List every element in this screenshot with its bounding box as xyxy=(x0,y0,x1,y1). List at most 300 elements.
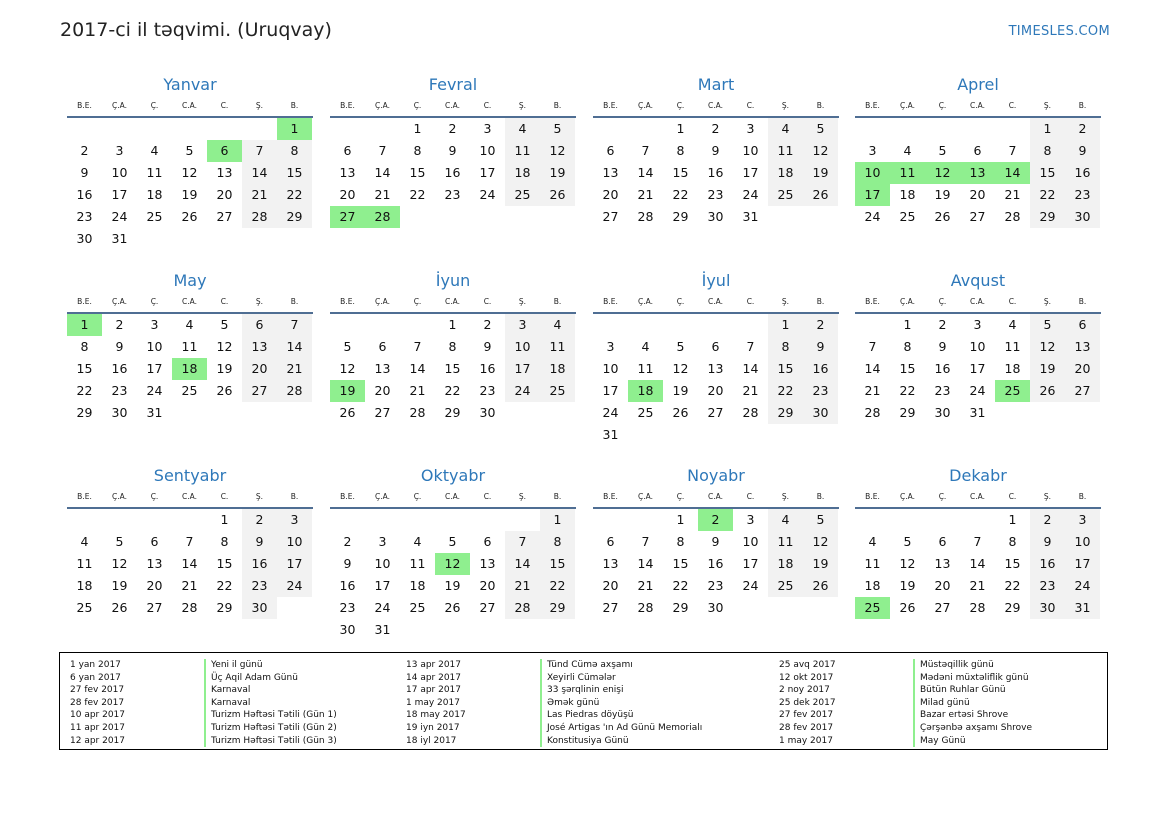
day-cell[interactable]: 9 xyxy=(115,339,124,354)
day-cell[interactable]: 20 xyxy=(479,578,496,593)
day-cell[interactable]: 24 xyxy=(1065,575,1100,597)
day-cell[interactable]: 16 xyxy=(707,165,724,180)
day-cell[interactable]: 13 xyxy=(242,336,277,358)
day-cell[interactable]: 23 xyxy=(707,578,724,593)
day-cell[interactable]: 25 xyxy=(181,383,198,398)
day-cell[interactable]: 16 xyxy=(934,361,951,376)
day-cell[interactable]: 24 xyxy=(602,405,619,420)
holiday-day-cell[interactable]: 19 xyxy=(330,380,365,402)
holiday-day-cell[interactable]: 10 xyxy=(855,162,890,184)
day-cell[interactable]: 11 xyxy=(181,339,198,354)
day-cell[interactable]: 6 xyxy=(711,339,720,354)
day-cell[interactable]: 4 xyxy=(768,509,803,531)
day-cell[interactable]: 10 xyxy=(479,143,496,158)
day-cell[interactable]: 18 xyxy=(864,578,881,593)
day-cell[interactable]: 14 xyxy=(409,361,426,376)
day-cell[interactable]: 31 xyxy=(602,427,619,442)
day-cell[interactable]: 29 xyxy=(672,600,689,615)
holiday-day-cell[interactable]: 13 xyxy=(960,162,995,184)
day-cell[interactable]: 29 xyxy=(768,402,803,424)
day-cell[interactable]: 14 xyxy=(374,165,391,180)
day-cell[interactable]: 15 xyxy=(409,165,426,180)
day-cell[interactable]: 5 xyxy=(803,118,838,140)
day-cell[interactable]: 22 xyxy=(540,575,575,597)
day-cell[interactable]: 15 xyxy=(277,162,312,184)
day-cell[interactable]: 16 xyxy=(1030,553,1065,575)
day-cell[interactable]: 17 xyxy=(505,358,540,380)
day-cell[interactable]: 3 xyxy=(606,339,615,354)
holiday-day-cell[interactable]: 25 xyxy=(855,597,890,619)
day-cell[interactable]: 31 xyxy=(374,622,391,637)
day-cell[interactable]: 9 xyxy=(242,531,277,553)
day-cell[interactable]: 12 xyxy=(540,140,575,162)
day-cell[interactable]: 30 xyxy=(1065,206,1100,228)
day-cell[interactable]: 24 xyxy=(742,578,759,593)
day-cell[interactable]: 4 xyxy=(1008,317,1017,332)
day-cell[interactable]: 18 xyxy=(146,187,163,202)
day-cell[interactable]: 29 xyxy=(1004,600,1021,615)
day-cell[interactable]: 12 xyxy=(672,361,689,376)
day-cell[interactable]: 23 xyxy=(339,600,356,615)
day-cell[interactable]: 30 xyxy=(111,405,128,420)
day-cell[interactable]: 22 xyxy=(672,578,689,593)
day-cell[interactable]: 31 xyxy=(742,209,759,224)
day-cell[interactable]: 28 xyxy=(969,600,986,615)
day-cell[interactable]: 25 xyxy=(637,405,654,420)
day-cell[interactable]: 17 xyxy=(742,165,759,180)
day-cell[interactable]: 20 xyxy=(969,187,986,202)
day-cell[interactable]: 14 xyxy=(637,165,654,180)
day-cell[interactable]: 14 xyxy=(242,162,277,184)
day-cell[interactable]: 31 xyxy=(969,405,986,420)
day-cell[interactable]: 13 xyxy=(1065,336,1100,358)
day-cell[interactable]: 22 xyxy=(76,383,93,398)
day-cell[interactable]: 22 xyxy=(277,184,312,206)
day-cell[interactable]: 30 xyxy=(707,600,724,615)
day-cell[interactable]: 12 xyxy=(803,140,838,162)
day-cell[interactable]: 2 xyxy=(343,534,352,549)
day-cell[interactable]: 23 xyxy=(707,187,724,202)
day-cell[interactable]: 9 xyxy=(343,556,352,571)
day-cell[interactable]: 5 xyxy=(1030,314,1065,336)
day-cell[interactable]: 24 xyxy=(374,600,391,615)
day-cell[interactable]: 28 xyxy=(637,600,654,615)
day-cell[interactable]: 24 xyxy=(479,187,496,202)
day-cell[interactable]: 31 xyxy=(1065,597,1100,619)
day-cell[interactable]: 14 xyxy=(742,361,759,376)
day-cell[interactable]: 20 xyxy=(146,578,163,593)
day-cell[interactable]: 25 xyxy=(505,184,540,206)
holiday-day-cell[interactable]: 1 xyxy=(67,314,102,336)
day-cell[interactable]: 8 xyxy=(1008,534,1017,549)
day-cell[interactable]: 11 xyxy=(637,361,654,376)
day-cell[interactable]: 25 xyxy=(409,600,426,615)
day-cell[interactable]: 29 xyxy=(277,206,312,228)
day-cell[interactable]: 11 xyxy=(768,140,803,162)
day-cell[interactable]: 7 xyxy=(746,339,755,354)
day-cell[interactable]: 30 xyxy=(803,402,838,424)
day-cell[interactable]: 13 xyxy=(479,556,496,571)
day-cell[interactable]: 6 xyxy=(606,143,615,158)
day-cell[interactable]: 31 xyxy=(146,405,163,420)
day-cell[interactable]: 24 xyxy=(505,380,540,402)
day-cell[interactable]: 6 xyxy=(938,534,947,549)
day-cell[interactable]: 21 xyxy=(1004,187,1021,202)
day-cell[interactable]: 19 xyxy=(803,553,838,575)
day-cell[interactable]: 11 xyxy=(146,165,163,180)
day-cell[interactable]: 15 xyxy=(672,165,689,180)
day-cell[interactable]: 17 xyxy=(1065,553,1100,575)
day-cell[interactable]: 26 xyxy=(672,405,689,420)
holiday-day-cell[interactable]: 12 xyxy=(435,553,470,575)
day-cell[interactable]: 16 xyxy=(1065,162,1100,184)
day-cell[interactable]: 4 xyxy=(768,118,803,140)
day-cell[interactable]: 17 xyxy=(277,553,312,575)
day-cell[interactable]: 7 xyxy=(1008,143,1017,158)
day-cell[interactable]: 7 xyxy=(185,534,194,549)
holiday-day-cell[interactable]: 2 xyxy=(698,509,733,531)
holiday-day-cell[interactable]: 14 xyxy=(995,162,1030,184)
day-cell[interactable]: 5 xyxy=(540,118,575,140)
day-cell[interactable]: 8 xyxy=(676,143,685,158)
day-cell[interactable]: 7 xyxy=(641,534,650,549)
day-cell[interactable]: 11 xyxy=(409,556,426,571)
day-cell[interactable]: 15 xyxy=(672,556,689,571)
day-cell[interactable]: 29 xyxy=(216,600,233,615)
day-cell[interactable]: 30 xyxy=(339,622,356,637)
day-cell[interactable]: 6 xyxy=(378,339,387,354)
day-cell[interactable]: 13 xyxy=(934,556,951,571)
day-cell[interactable]: 8 xyxy=(413,143,422,158)
day-cell[interactable]: 11 xyxy=(864,556,881,571)
day-cell[interactable]: 18 xyxy=(76,578,93,593)
day-cell[interactable]: 24 xyxy=(111,209,128,224)
day-cell[interactable]: 12 xyxy=(803,531,838,553)
day-cell[interactable]: 7 xyxy=(641,143,650,158)
day-cell[interactable]: 14 xyxy=(505,553,540,575)
day-cell[interactable]: 9 xyxy=(803,336,838,358)
day-cell[interactable]: 10 xyxy=(146,339,163,354)
day-cell[interactable]: 20 xyxy=(374,383,391,398)
day-cell[interactable]: 20 xyxy=(934,578,951,593)
day-cell[interactable]: 17 xyxy=(742,556,759,571)
holiday-day-cell[interactable]: 17 xyxy=(855,184,890,206)
day-cell[interactable]: 28 xyxy=(1004,209,1021,224)
day-cell[interactable]: 27 xyxy=(216,209,233,224)
day-cell[interactable]: 19 xyxy=(803,162,838,184)
day-cell[interactable]: 19 xyxy=(934,187,951,202)
day-cell[interactable]: 4 xyxy=(185,317,194,332)
day-cell[interactable]: 27 xyxy=(242,380,277,402)
day-cell[interactable]: 16 xyxy=(339,578,356,593)
day-cell[interactable]: 27 xyxy=(146,600,163,615)
day-cell[interactable]: 24 xyxy=(969,383,986,398)
day-cell[interactable]: 23 xyxy=(1030,575,1065,597)
day-cell[interactable]: 23 xyxy=(934,383,951,398)
day-cell[interactable]: 2 xyxy=(803,314,838,336)
day-cell[interactable]: 28 xyxy=(864,405,881,420)
day-cell[interactable]: 1 xyxy=(768,314,803,336)
day-cell[interactable]: 16 xyxy=(242,553,277,575)
day-cell[interactable]: 7 xyxy=(973,534,982,549)
day-cell[interactable]: 1 xyxy=(1030,118,1065,140)
day-cell[interactable]: 24 xyxy=(864,209,881,224)
day-cell[interactable]: 3 xyxy=(483,121,492,136)
day-cell[interactable]: 27 xyxy=(707,405,724,420)
day-cell[interactable]: 29 xyxy=(540,597,575,619)
day-cell[interactable]: 30 xyxy=(1030,597,1065,619)
site-link[interactable]: TIMESLES.COM xyxy=(1008,24,1110,39)
day-cell[interactable]: 22 xyxy=(768,380,803,402)
day-cell[interactable]: 5 xyxy=(115,534,124,549)
day-cell[interactable]: 26 xyxy=(339,405,356,420)
day-cell[interactable]: 5 xyxy=(803,509,838,531)
day-cell[interactable]: 5 xyxy=(343,339,352,354)
day-cell[interactable]: 15 xyxy=(899,361,916,376)
day-cell[interactable]: 22 xyxy=(1030,184,1065,206)
day-cell[interactable]: 26 xyxy=(803,184,838,206)
day-cell[interactable]: 21 xyxy=(409,383,426,398)
day-cell[interactable]: 21 xyxy=(637,187,654,202)
day-cell[interactable]: 9 xyxy=(938,339,947,354)
holiday-day-cell[interactable]: 18 xyxy=(628,380,663,402)
day-cell[interactable]: 14 xyxy=(277,336,312,358)
day-cell[interactable]: 24 xyxy=(277,575,312,597)
day-cell[interactable]: 23 xyxy=(479,383,496,398)
day-cell[interactable]: 20 xyxy=(339,187,356,202)
day-cell[interactable]: 12 xyxy=(111,556,128,571)
day-cell[interactable]: 30 xyxy=(707,209,724,224)
day-cell[interactable]: 21 xyxy=(181,578,198,593)
day-cell[interactable]: 17 xyxy=(374,578,391,593)
day-cell[interactable]: 25 xyxy=(768,184,803,206)
day-cell[interactable]: 27 xyxy=(1065,380,1100,402)
day-cell[interactable]: 6 xyxy=(242,314,277,336)
day-cell[interactable]: 28 xyxy=(277,380,312,402)
holiday-day-cell[interactable]: 27 xyxy=(330,206,365,228)
day-cell[interactable]: 27 xyxy=(969,209,986,224)
day-cell[interactable]: 26 xyxy=(899,600,916,615)
day-cell[interactable]: 23 xyxy=(242,575,277,597)
day-cell[interactable]: 10 xyxy=(374,556,391,571)
day-cell[interactable]: 3 xyxy=(505,314,540,336)
holiday-day-cell[interactable]: 25 xyxy=(995,380,1030,402)
day-cell[interactable]: 9 xyxy=(483,339,492,354)
holiday-day-cell[interactable]: 1 xyxy=(277,118,312,140)
day-cell[interactable]: 21 xyxy=(864,383,881,398)
day-cell[interactable]: 16 xyxy=(707,556,724,571)
day-cell[interactable]: 18 xyxy=(768,162,803,184)
day-cell[interactable]: 2 xyxy=(80,143,89,158)
day-cell[interactable]: 3 xyxy=(150,317,159,332)
day-cell[interactable]: 23 xyxy=(1065,184,1100,206)
day-cell[interactable]: 6 xyxy=(1065,314,1100,336)
day-cell[interactable]: 14 xyxy=(969,556,986,571)
day-cell[interactable]: 23 xyxy=(76,209,93,224)
day-cell[interactable]: 26 xyxy=(803,575,838,597)
day-cell[interactable]: 14 xyxy=(181,556,198,571)
day-cell[interactable]: 11 xyxy=(540,336,575,358)
day-cell[interactable]: 26 xyxy=(111,600,128,615)
day-cell[interactable]: 6 xyxy=(973,143,982,158)
day-cell[interactable]: 27 xyxy=(602,209,619,224)
day-cell[interactable]: 9 xyxy=(80,165,89,180)
day-cell[interactable]: 11 xyxy=(1004,339,1021,354)
day-cell[interactable]: 25 xyxy=(146,209,163,224)
day-cell[interactable]: 20 xyxy=(1065,358,1100,380)
day-cell[interactable]: 6 xyxy=(606,534,615,549)
day-cell[interactable]: 9 xyxy=(448,143,457,158)
day-cell[interactable]: 28 xyxy=(242,206,277,228)
day-cell[interactable]: 1 xyxy=(676,121,685,136)
day-cell[interactable]: 22 xyxy=(672,187,689,202)
day-cell[interactable]: 29 xyxy=(76,405,93,420)
day-cell[interactable]: 19 xyxy=(216,361,233,376)
day-cell[interactable]: 15 xyxy=(216,556,233,571)
day-cell[interactable]: 26 xyxy=(216,383,233,398)
day-cell[interactable]: 17 xyxy=(111,187,128,202)
day-cell[interactable]: 29 xyxy=(444,405,461,420)
day-cell[interactable]: 16 xyxy=(479,361,496,376)
day-cell[interactable]: 3 xyxy=(115,143,124,158)
day-cell[interactable]: 1 xyxy=(1008,512,1017,527)
day-cell[interactable]: 8 xyxy=(277,140,312,162)
day-cell[interactable]: 13 xyxy=(707,361,724,376)
day-cell[interactable]: 30 xyxy=(242,597,277,619)
day-cell[interactable]: 18 xyxy=(409,578,426,593)
day-cell[interactable]: 14 xyxy=(864,361,881,376)
day-cell[interactable]: 27 xyxy=(479,600,496,615)
day-cell[interactable]: 19 xyxy=(1030,358,1065,380)
day-cell[interactable]: 15 xyxy=(76,361,93,376)
day-cell[interactable]: 18 xyxy=(1004,361,1021,376)
day-cell[interactable]: 3 xyxy=(378,534,387,549)
day-cell[interactable]: 22 xyxy=(409,187,426,202)
day-cell[interactable]: 2 xyxy=(448,121,457,136)
day-cell[interactable]: 14 xyxy=(637,556,654,571)
day-cell[interactable]: 25 xyxy=(899,209,916,224)
day-cell[interactable]: 12 xyxy=(181,165,198,180)
day-cell[interactable]: 2 xyxy=(242,509,277,531)
day-cell[interactable]: 20 xyxy=(602,187,619,202)
day-cell[interactable]: 3 xyxy=(746,121,755,136)
day-cell[interactable]: 13 xyxy=(602,556,619,571)
holiday-day-cell[interactable]: 12 xyxy=(925,162,960,184)
day-cell[interactable]: 21 xyxy=(374,187,391,202)
day-cell[interactable]: 28 xyxy=(409,405,426,420)
day-cell[interactable]: 7 xyxy=(378,143,387,158)
day-cell[interactable]: 7 xyxy=(868,339,877,354)
day-cell[interactable]: 6 xyxy=(343,143,352,158)
day-cell[interactable]: 11 xyxy=(505,140,540,162)
holiday-day-cell[interactable]: 18 xyxy=(172,358,207,380)
day-cell[interactable]: 5 xyxy=(185,143,194,158)
day-cell[interactable]: 16 xyxy=(111,361,128,376)
day-cell[interactable]: 22 xyxy=(216,578,233,593)
day-cell[interactable]: 2 xyxy=(711,121,720,136)
day-cell[interactable]: 5 xyxy=(938,143,947,158)
day-cell[interactable]: 10 xyxy=(742,534,759,549)
day-cell[interactable]: 8 xyxy=(220,534,229,549)
day-cell[interactable]: 9 xyxy=(1030,531,1065,553)
day-cell[interactable]: 18 xyxy=(768,553,803,575)
day-cell[interactable]: 24 xyxy=(146,383,163,398)
day-cell[interactable]: 19 xyxy=(181,187,198,202)
day-cell[interactable]: 7 xyxy=(413,339,422,354)
day-cell[interactable]: 2 xyxy=(115,317,124,332)
day-cell[interactable]: 28 xyxy=(637,209,654,224)
day-cell[interactable]: 4 xyxy=(80,534,89,549)
day-cell[interactable]: 26 xyxy=(1030,380,1065,402)
day-cell[interactable]: 23 xyxy=(803,380,838,402)
day-cell[interactable]: 6 xyxy=(150,534,159,549)
day-cell[interactable]: 8 xyxy=(1030,140,1065,162)
day-cell[interactable]: 30 xyxy=(934,405,951,420)
day-cell[interactable]: 31 xyxy=(111,231,128,246)
day-cell[interactable]: 26 xyxy=(934,209,951,224)
day-cell[interactable]: 12 xyxy=(899,556,916,571)
day-cell[interactable]: 13 xyxy=(339,165,356,180)
day-cell[interactable]: 15 xyxy=(444,361,461,376)
day-cell[interactable]: 15 xyxy=(1030,162,1065,184)
day-cell[interactable]: 21 xyxy=(637,578,654,593)
day-cell[interactable]: 3 xyxy=(746,512,755,527)
day-cell[interactable]: 18 xyxy=(505,162,540,184)
day-cell[interactable]: 21 xyxy=(242,184,277,206)
day-cell[interactable]: 10 xyxy=(742,143,759,158)
day-cell[interactable]: 4 xyxy=(540,314,575,336)
day-cell[interactable]: 8 xyxy=(80,339,89,354)
day-cell[interactable]: 19 xyxy=(111,578,128,593)
day-cell[interactable]: 9 xyxy=(1065,140,1100,162)
day-cell[interactable]: 22 xyxy=(444,383,461,398)
day-cell[interactable]: 27 xyxy=(934,600,951,615)
day-cell[interactable]: 18 xyxy=(899,187,916,202)
day-cell[interactable]: 21 xyxy=(742,383,759,398)
day-cell[interactable]: 2 xyxy=(1065,118,1100,140)
day-cell[interactable]: 10 xyxy=(602,361,619,376)
day-cell[interactable]: 4 xyxy=(868,534,877,549)
day-cell[interactable]: 12 xyxy=(216,339,233,354)
day-cell[interactable]: 5 xyxy=(676,339,685,354)
day-cell[interactable]: 5 xyxy=(903,534,912,549)
day-cell[interactable]: 4 xyxy=(413,534,422,549)
day-cell[interactable]: 26 xyxy=(444,600,461,615)
day-cell[interactable]: 9 xyxy=(711,534,720,549)
day-cell[interactable]: 15 xyxy=(540,553,575,575)
day-cell[interactable]: 10 xyxy=(277,531,312,553)
day-cell[interactable]: 1 xyxy=(903,317,912,332)
day-cell[interactable]: 19 xyxy=(540,162,575,184)
day-cell[interactable]: 21 xyxy=(969,578,986,593)
day-cell[interactable]: 19 xyxy=(444,578,461,593)
day-cell[interactable]: 8 xyxy=(448,339,457,354)
day-cell[interactable]: 27 xyxy=(374,405,391,420)
day-cell[interactable]: 15 xyxy=(768,358,803,380)
day-cell[interactable]: 29 xyxy=(672,209,689,224)
day-cell[interactable]: 1 xyxy=(448,317,457,332)
day-cell[interactable]: 19 xyxy=(899,578,916,593)
day-cell[interactable]: 17 xyxy=(969,361,986,376)
day-cell[interactable]: 21 xyxy=(277,358,312,380)
day-cell[interactable]: 7 xyxy=(242,140,277,162)
day-cell[interactable]: 24 xyxy=(742,187,759,202)
day-cell[interactable]: 26 xyxy=(181,209,198,224)
day-cell[interactable]: 23 xyxy=(111,383,128,398)
day-cell[interactable]: 27 xyxy=(602,600,619,615)
day-cell[interactable]: 20 xyxy=(242,358,277,380)
day-cell[interactable]: 6 xyxy=(483,534,492,549)
